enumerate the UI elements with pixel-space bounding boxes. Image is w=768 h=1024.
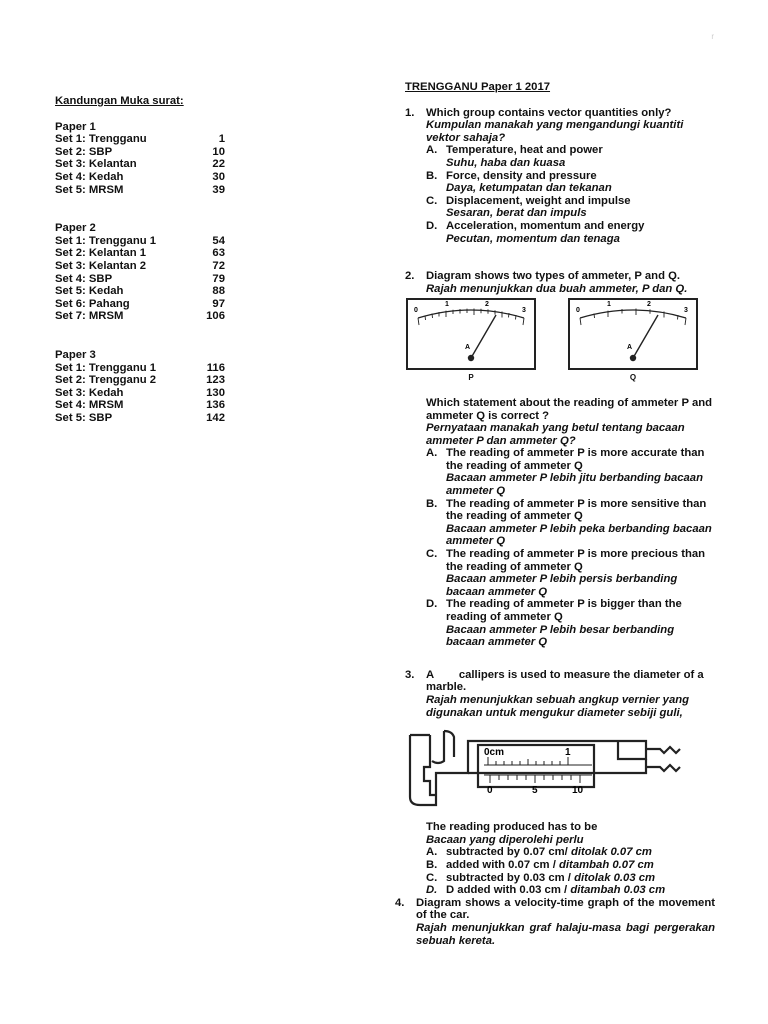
toc-page: 123 — [206, 374, 225, 387]
option-a — [426, 144, 715, 169]
ammeter-p — [406, 298, 536, 370]
toc-group-title: Paper 1 — [55, 120, 96, 133]
question-stem-en: The reading produced has to be — [426, 821, 598, 834]
dial-tick-label: 3 — [522, 307, 526, 315]
vernier-caliper-drawing — [398, 727, 688, 811]
dial-unit: A — [627, 344, 633, 352]
toc-label: Set 2: Trengganu 2 — [55, 374, 157, 387]
toc-page: 130 — [206, 386, 225, 399]
option-text-en: Displacement, weight and impulse — [446, 194, 631, 207]
toc-label: Set 1: Trengganu — [55, 133, 147, 146]
question-3 — [405, 669, 715, 897]
option-text-ms: Bacaan ammeter P lebih besar berbanding bacaan ammeter Q — [446, 623, 675, 649]
question-text-en: Diagram shows two types of ammeter, P and Q. — [426, 270, 681, 283]
toc-label: Set 5: Kedah — [55, 285, 124, 298]
option-text-en: added with 0.07 cm / — [446, 858, 556, 871]
toc-row — [55, 374, 225, 387]
toc-page: 106 — [206, 310, 225, 323]
option-text-en: The reading of ammeter P is more precious than the reading of ammeter Q — [446, 548, 706, 573]
option-text-en: D added with 0.03 cm / — [446, 884, 568, 897]
option-text-en: The reading of ammeter P is more sensitive than the reading of ammeter Q — [446, 497, 707, 523]
toc-page: 116 — [206, 361, 225, 374]
toc-row — [55, 171, 225, 184]
toc-label: Set 3: Kedah — [55, 386, 124, 399]
vernier-caliper-diagram — [398, 727, 688, 811]
toc-page: 63 — [212, 247, 225, 260]
question-text-en: Which group contains vector quantities only? — [426, 106, 672, 119]
question-column — [395, 81, 715, 947]
question-number: 4. — [395, 896, 405, 909]
toc-label: Set 6: Pahang — [55, 297, 130, 310]
toc-group-title: Paper 2 — [55, 222, 96, 235]
ammeter-q-dial — [570, 300, 696, 368]
toc-row — [55, 273, 225, 286]
dial-tick-label: 1 — [607, 301, 611, 309]
option-text-ms: Pecutan, momentum dan tenaga — [446, 232, 620, 245]
option-letter: B. — [426, 169, 438, 182]
option-text-en: The reading of ammeter P is bigger than the reading of ammeter Q — [446, 598, 682, 623]
option-text-en: Acceleration, momentum and energy — [446, 219, 645, 232]
ammeter-captions — [406, 370, 698, 397]
toc-row — [55, 235, 225, 248]
option-d — [426, 598, 715, 648]
toc-row — [55, 247, 225, 260]
option-text-en: Force, density and pressure — [446, 169, 597, 182]
option-c — [426, 548, 715, 598]
dial-unit: A — [465, 344, 471, 352]
question-text-ms: Rajah menunjukkan dua buah ammeter, P dan Q. — [426, 282, 688, 295]
toc-row — [55, 298, 225, 311]
dial-tick-label: 2 — [647, 301, 651, 309]
corner-mark: r — [711, 32, 714, 41]
dial-tick-label: 0 — [576, 307, 580, 315]
toc-page: 10 — [212, 145, 225, 158]
toc-title: Kandungan Muka surat: — [55, 95, 184, 107]
toc-page: 30 — [212, 170, 225, 183]
needle-pivot — [630, 355, 636, 361]
question-number: 2. — [405, 270, 415, 283]
vernier-tick-label: 5 — [532, 785, 538, 797]
needle-pivot — [468, 355, 474, 361]
question-stem-ms: Bacaan yang diperolehi perlu — [426, 833, 584, 846]
option-letter: D. — [426, 219, 438, 232]
question-text-ms: Rajah menunjukkan sebuah angkup vernier yang digunakan untuk mengukur diameter sebiji guli, — [426, 693, 690, 719]
option-text-ms: ditolak 0.03 cm — [574, 871, 656, 884]
toc-page: 72 — [212, 259, 225, 272]
ammeter-diagram — [406, 298, 698, 370]
ammeter-p-caption: P — [468, 373, 474, 383]
toc-row — [55, 133, 225, 146]
toc-label: Set 3: Kelantan — [55, 158, 137, 171]
toc-row — [55, 146, 225, 159]
toc-label: Set 1: Trengganu 1 — [55, 234, 157, 247]
dial-tick-label: 1 — [445, 301, 449, 309]
toc-label: Set 2: SBP — [55, 145, 113, 158]
question-stem-en: Which statement about the reading of ammeter P and ammeter Q is correct ? — [426, 396, 713, 422]
option-text-ms: Bacaan ammeter P lebih jitu berbanding bacaan ammeter Q — [446, 472, 703, 498]
toc-label: Set 1: Trengganu 1 — [55, 361, 157, 374]
option-text-en: subtracted by 0.07 cm/ — [446, 846, 568, 859]
paper-header: TRENGGANU Paper 1 2017 — [405, 81, 551, 93]
option-letter: A. — [426, 447, 438, 460]
question-number: 1. — [405, 106, 415, 119]
question-stem-ms: Pernyataan manakah yang betul tentang bacaan ammeter P dan ammeter Q? — [426, 422, 685, 447]
option-letter: C. — [426, 871, 438, 884]
vernier-tick-label: 0 — [487, 785, 493, 797]
ammeter-q — [568, 298, 698, 370]
toc-label: Set 3: Kelantan 2 — [55, 259, 147, 272]
toc-row — [55, 310, 225, 323]
toc-label: Set 2: Kelantan 1 — [55, 247, 147, 260]
option-text-ms: ditambah 0.07 cm — [559, 858, 654, 871]
option-text-ms: Sesaran, berat dan impuls — [446, 207, 587, 220]
main-scale-label: 0cm — [484, 747, 505, 759]
option-a — [426, 447, 715, 497]
option-letter: C. — [426, 548, 438, 561]
option-letter: D. — [426, 884, 438, 897]
needle — [471, 315, 496, 358]
question-text-en: A callipers is used to measure the diameter of a marble. — [426, 668, 707, 694]
toc-label: Set 4: MRSM — [55, 399, 124, 412]
main-scale-end: 1 — [565, 747, 571, 759]
option-text-ms: ditolak 0.07 cm — [570, 846, 652, 859]
toc-page: 54 — [212, 234, 225, 247]
toc-row — [55, 158, 225, 171]
toc-page: 88 — [212, 285, 225, 298]
option-b — [426, 170, 715, 195]
toc-page: 79 — [212, 272, 225, 285]
question-1 — [405, 107, 715, 246]
toc-page: 22 — [212, 158, 225, 171]
toc-row — [55, 399, 225, 412]
option-text-en: The reading of ammeter P is more accurate than the reading of ammeter Q — [446, 447, 705, 472]
toc-row — [55, 184, 225, 197]
toc-page: 39 — [212, 183, 225, 196]
dial-tick-label: 3 — [684, 307, 688, 315]
toc-row — [55, 260, 225, 273]
toc-label: Set 5: MRSM — [55, 183, 124, 196]
toc-label: Set 7: MRSM — [55, 310, 124, 323]
needle — [633, 315, 658, 358]
option-b — [426, 498, 715, 548]
toc-row — [55, 412, 225, 425]
option-c — [426, 872, 715, 885]
option-letter: C. — [426, 194, 438, 207]
ammeter-q-caption: Q — [629, 373, 637, 383]
ammeter-p-dial — [408, 300, 534, 368]
question-number: 3. — [405, 668, 415, 681]
vernier-tick-label: 10 — [572, 785, 584, 797]
question-4 — [395, 897, 715, 947]
toc-page: 97 — [212, 297, 225, 310]
toc-row — [55, 285, 225, 298]
question-text-ms: Rajah menunjukkan graf halaju-masa bagi pergerakan sebuah kereta. — [416, 921, 715, 947]
option-text-ms: Suhu, haba dan kuasa — [446, 156, 566, 169]
toc-label: Set 4: SBP — [55, 272, 113, 285]
toc-label: Set 5: SBP — [55, 411, 113, 424]
option-text-en: subtracted by 0.03 cm / — [446, 871, 571, 884]
toc-page: 1 — [218, 133, 225, 146]
option-a — [426, 846, 715, 859]
dial-tick-label: 0 — [414, 307, 418, 315]
dial-tick-label: 2 — [485, 301, 489, 309]
option-letter: A. — [426, 846, 438, 859]
option-b — [426, 859, 715, 872]
option-c — [426, 195, 715, 220]
option-text-ms: ditambah 0.03 cm — [570, 884, 666, 897]
option-text-en: Temperature, heat and power — [446, 144, 603, 157]
option-d — [426, 220, 715, 245]
option-text-ms: Daya, ketumpatan dan tekanan — [446, 182, 612, 195]
table-of-contents — [55, 95, 225, 450]
toc-group-paper-1 — [55, 121, 225, 197]
option-text-ms: Bacaan ammeter P lebih persis berbanding bacaan ammeter Q — [446, 573, 678, 598]
question-2 — [405, 270, 715, 649]
toc-group-paper-3 — [55, 349, 225, 425]
toc-page: 136 — [206, 399, 225, 412]
toc-label: Set 4: Kedah — [55, 170, 124, 183]
option-letter: B. — [426, 858, 438, 871]
option-letter: B. — [426, 497, 438, 510]
option-text-ms: Bacaan ammeter P lebih peka berbanding bacaan ammeter Q — [446, 522, 712, 548]
option-d — [426, 884, 715, 897]
toc-row — [55, 387, 225, 400]
question-text-ms: Kumpulan manakah yang mengandungi kuantiti vektor sahaja? — [426, 119, 684, 144]
question-text-en: Diagram shows a velocity-time graph of the movement of the car. — [416, 896, 715, 922]
toc-group-paper-2 — [55, 222, 225, 323]
option-letter: A. — [426, 144, 438, 157]
toc-page: 142 — [206, 411, 225, 424]
option-letter: D. — [426, 598, 438, 611]
toc-row — [55, 362, 225, 375]
toc-group-title: Paper 3 — [55, 348, 96, 361]
